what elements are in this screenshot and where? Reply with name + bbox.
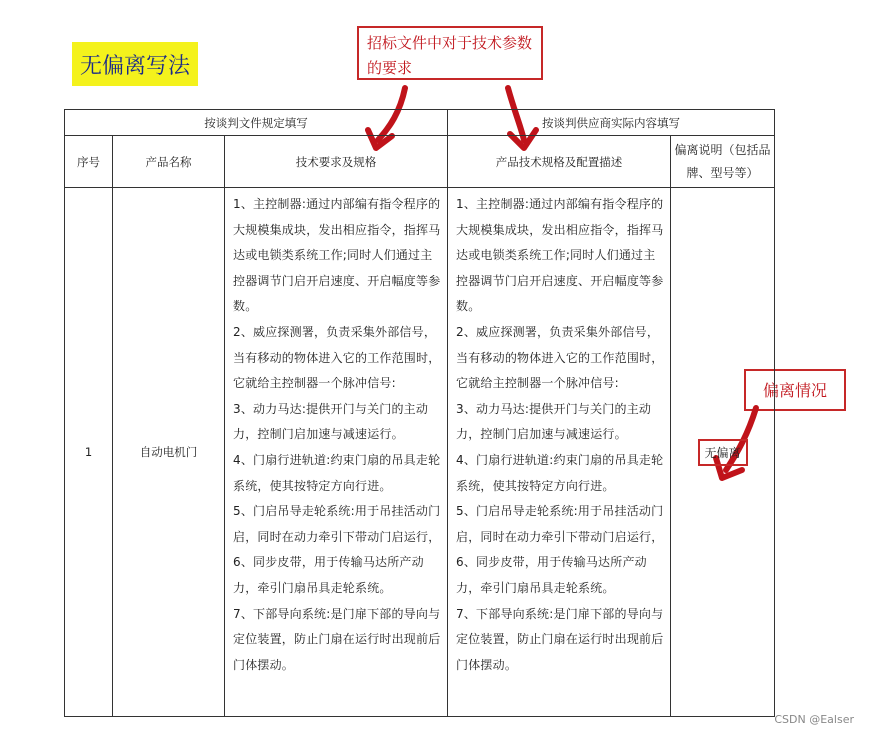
requirement-item: 2、威应探测署，负责采集外部信号，当有移动的物体进入它的工作范围时，它就给主控制器一个脉冲信号: bbox=[233, 324, 441, 391]
page-title: 无偏离写法 bbox=[72, 42, 198, 86]
requirement-item: 7、下部导向系统:是门扉下部的导向与定位装置，防止门扇在运行时出现前后门体摆动。 bbox=[233, 606, 441, 672]
requirement-item: 3、动力马达:提供开门与关门的主动力，控制门启加速与减速运行。 bbox=[233, 401, 429, 442]
requirement-item: 6、同步皮带，用于传输马达所产动力，牵引门扇吊具走轮系统。 bbox=[233, 555, 424, 595]
requirements-callout: 招标文件中对于技术参数的要求 bbox=[357, 26, 543, 80]
specification-item: 4、门扇行进轨道:约束门扇的吊具走轮系统，使其按特定方向行进。 bbox=[456, 452, 664, 493]
row-specification bbox=[448, 188, 671, 717]
specification-item: 5、门启吊导走轮系统:用于吊挂活动门启，同时在动力牵引下带动门启运行， bbox=[456, 504, 664, 544]
group-header-left: 按谈判文件规定填写 bbox=[65, 110, 448, 136]
specification-item: 1、主控制器:通过内部编有指令程序的大规模集成块，发出相应指令，指挥马达或电锁类系统工作;同时人们通过主控器调节门启开启速度、开启幅度等参数。 bbox=[456, 197, 664, 314]
deviation-callout: 偏离情况 bbox=[744, 369, 846, 411]
column-header-index: 序号 bbox=[65, 136, 113, 188]
deviation-table bbox=[64, 109, 775, 717]
table-row bbox=[65, 188, 775, 717]
watermark-footer: CSDN @Ealser bbox=[774, 713, 854, 726]
column-header-deviation: 偏离说明（包括品牌、型号等） bbox=[671, 136, 775, 188]
requirement-item: 4、门扇行进轨道:约束门扇的吊具走轮系统，使其按特定方向行进。 bbox=[233, 452, 441, 493]
specification-item: 2、威应探测署，负责采集外部信号，当有移动的物体进入它的工作范围时，它就给主控制器一个脉冲信号: bbox=[456, 324, 664, 391]
row-requirements bbox=[225, 188, 448, 717]
requirement-item: 5、门启吊导走轮系统:用于吊挂活动门启，同时在动力牵引下带动门启运行， bbox=[233, 504, 441, 544]
group-header-right: 按谈判供应商实际内容填写 bbox=[448, 110, 775, 136]
row-deviation bbox=[671, 188, 775, 717]
requirement-item: 1、主控制器:通过内部编有指令程序的大规模集成块，发出相应指令，指挥马达或电锁类系统工作;同时人们通过主控器调节门启开启速度、开启幅度等参数。 bbox=[233, 197, 441, 314]
column-header-specification: 产品技术规格及配置描述 bbox=[448, 136, 671, 188]
deviation-value: 无偏离 bbox=[698, 439, 748, 466]
column-header-requirements: 技术要求及规格 bbox=[225, 136, 448, 188]
specification-item: 7、下部导向系统:是门扉下部的导向与定位装置，防止门扇在运行时出现前后门体摆动。 bbox=[456, 606, 664, 672]
row-index: 1 bbox=[65, 188, 113, 717]
row-product-name: 自动电机门 bbox=[113, 188, 225, 717]
specification-item: 3、动力马达:提供开门与关门的主动力，控制门启加速与减速运行。 bbox=[456, 401, 652, 442]
column-header-product: 产品名称 bbox=[113, 136, 225, 188]
specification-item: 6、同步皮带，用于传输马达所产动力，牵引门扇吊具走轮系统。 bbox=[456, 555, 647, 595]
